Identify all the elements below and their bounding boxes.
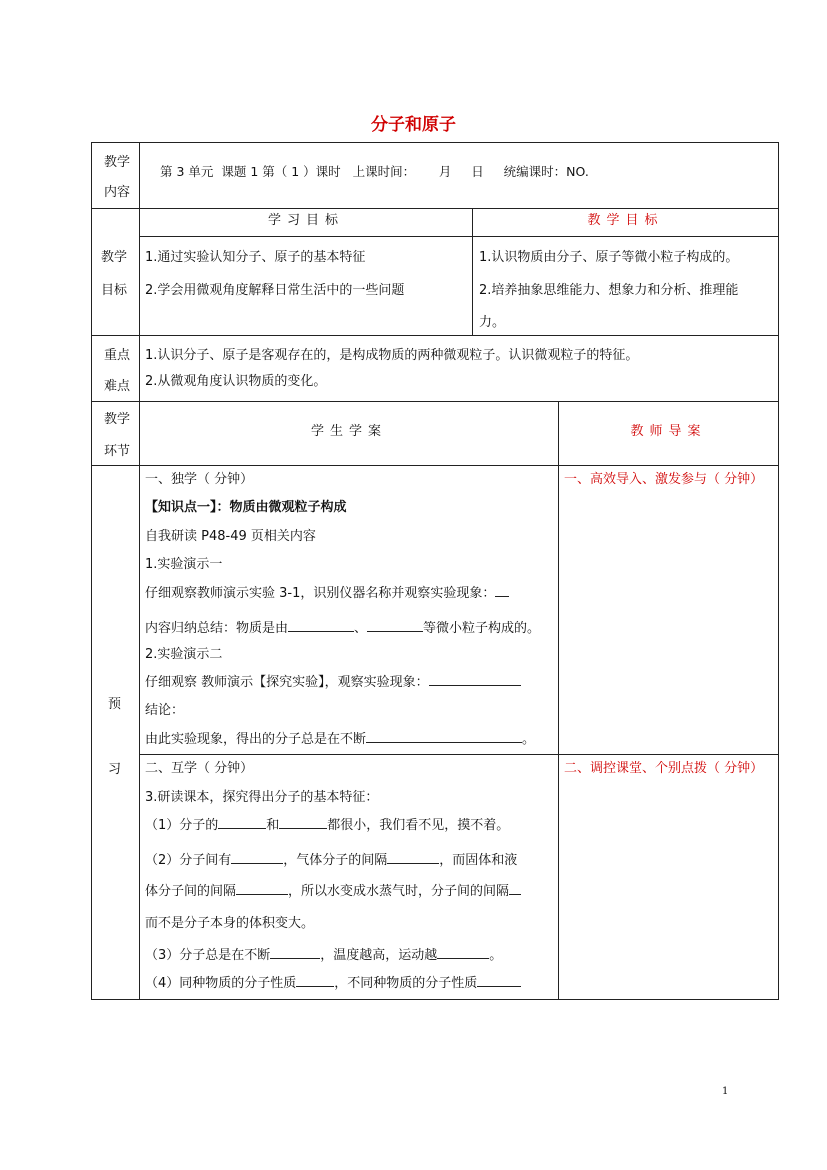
part1-title: 一、独学（ 分钟） xyxy=(145,472,254,487)
blank xyxy=(288,619,354,632)
key-point-1: 1.认识分子、原子是客观存在的，是构成物质的两种微观粒子。认识微观粒子的特征。 xyxy=(145,348,639,363)
knowledge-point-1: 【知识点一】：物质由微观粒子构成 xyxy=(145,500,347,515)
row-label-goals-1: 教学 xyxy=(101,250,128,265)
page-title: 分子和原子 xyxy=(371,115,456,135)
summary-text-c: 等微小粒子构成的。 xyxy=(423,621,541,636)
blank xyxy=(477,974,521,987)
blank xyxy=(218,816,266,829)
property-2-text-b: ，气体分子的间隔 xyxy=(283,853,388,868)
summary-line xyxy=(145,617,540,636)
teacher-guide-1: 一、高效导入、激发参与（ 分钟） xyxy=(564,472,764,487)
property-1 xyxy=(145,814,509,833)
student-goal-2: 2.学会用微观角度解释日常生活中的一些问题 xyxy=(145,283,405,298)
blank xyxy=(231,851,283,864)
side-label-preview-2: 习 xyxy=(108,762,122,777)
teacher-plan-header: 教师导案 xyxy=(630,424,707,439)
property-4-text-a: （4）同种物质的分子性质 xyxy=(145,976,297,991)
conclusion-label: 结论： xyxy=(145,703,185,718)
row-label-key-2: 难点 xyxy=(104,379,131,394)
blank xyxy=(509,882,521,895)
property-2-cont xyxy=(145,880,521,899)
study3-title: 3.研读课本，探究得出分子的基本特征： xyxy=(145,790,379,805)
property-3-text-a: （3）分子总是在不断 xyxy=(145,948,271,963)
blank xyxy=(429,673,521,686)
blank xyxy=(437,946,489,959)
row-label-process-2: 环节 xyxy=(104,444,131,459)
page-number: 1 xyxy=(722,1086,729,1097)
property-1-text-c: 都很小，我们看不见，摸不着。 xyxy=(327,818,510,833)
property-1-text-b: 和 xyxy=(266,818,280,833)
self-read: 自我研读 P48-49 页相关内容 xyxy=(145,529,316,544)
teacher-goal-1: 1.认识物质由分子、原子等微小粒子构成的。 xyxy=(479,250,739,265)
property-2-text-c: ，而固体和液 xyxy=(439,853,518,868)
student-goals-header: 学习目标 xyxy=(267,213,344,228)
property-2-text-e: ，所以水变成水蒸气时，分子间的间隔 xyxy=(288,884,510,899)
teacher-goal-2-cont: 力。 xyxy=(479,315,506,330)
property-4-text-b: ，不同种物质的分子性质 xyxy=(334,976,478,991)
blank xyxy=(367,619,423,632)
summary-text-b: 、 xyxy=(354,621,368,636)
conclusion-text-b: 。 xyxy=(522,732,536,747)
lesson-info: 第 3 单元 课题 1 第（ 1 ）课时 上课时间： 月 日 统编课时：NO. xyxy=(160,164,589,179)
row-label-content-1: 教学 xyxy=(104,155,131,170)
property-1-text-a: （1）分子的 xyxy=(145,818,219,833)
blank xyxy=(495,584,509,597)
row-label-key-1: 重点 xyxy=(104,348,131,363)
row-label-goals-2: 目标 xyxy=(101,283,128,298)
property-4 xyxy=(145,972,521,991)
teacher-guide-2: 二、调控课堂、个别点拨（ 分钟） xyxy=(564,761,764,776)
demo1-title: 1.实验演示一 xyxy=(145,557,223,572)
demo2-text-content: 仔细观察 教师演示【探究实验】，观察实验现象： xyxy=(145,675,429,690)
teacher-goal-2: 2.培养抽象思维能力、想象力和分析、推理能 xyxy=(479,283,739,298)
teacher-goals-header: 教学目标 xyxy=(587,213,664,228)
student-plan-header: 学生学案 xyxy=(310,424,387,439)
row-label-content-2: 内容 xyxy=(104,185,131,200)
side-label-preview-1: 预 xyxy=(108,697,122,712)
property-2 xyxy=(145,849,517,868)
property-2-text-a: （2）分子间有 xyxy=(145,853,232,868)
student-goal-1: 1.通过实验认知分子、原子的基本特征 xyxy=(145,250,366,265)
demo2-title: 2.实验演示二 xyxy=(145,647,223,662)
demo2-text xyxy=(145,671,521,690)
blank xyxy=(296,974,334,987)
blank xyxy=(387,851,439,864)
property-3-text-c: 。 xyxy=(489,948,503,963)
demo1-text xyxy=(145,582,509,601)
blank xyxy=(236,882,288,895)
summary-text-a: 内容归纳总结：物质是由 xyxy=(145,621,289,636)
blank xyxy=(366,730,522,743)
property-2-text-d: 体分子间的间隔 xyxy=(145,884,237,899)
row-label-process-1: 教学 xyxy=(104,412,131,427)
conclusion-text-a: 由此实验现象，得出的分子总是在不断 xyxy=(145,732,367,747)
demo1-text-content: 仔细观察教师演示实验 3-1，识别仪器名称并观察实验现象： xyxy=(145,586,496,601)
blank xyxy=(270,946,320,959)
property-3 xyxy=(145,944,502,963)
part2-title: 二、互学（ 分钟） xyxy=(145,761,254,776)
key-point-2: 2.从微观角度认识物质的变化。 xyxy=(145,374,327,389)
property-2-end: 而不是分子本身的体积变大。 xyxy=(145,916,315,931)
blank xyxy=(279,816,327,829)
property-3-text-b: ，温度越高，运动越 xyxy=(320,948,438,963)
conclusion-line xyxy=(145,728,535,747)
